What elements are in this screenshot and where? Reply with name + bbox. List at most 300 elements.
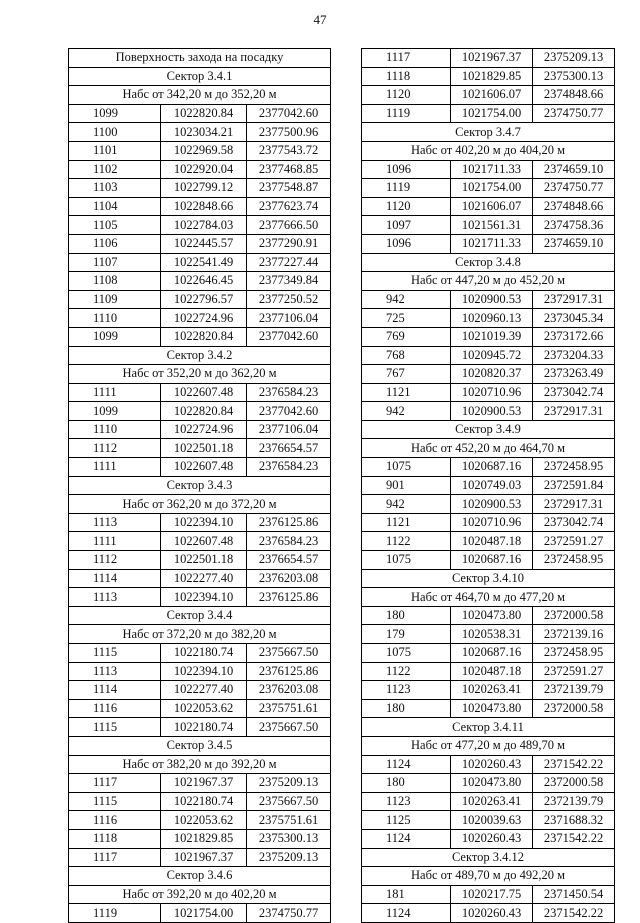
table-row xyxy=(69,681,331,700)
y-coordinate-cell: 2375667.50 xyxy=(247,792,331,811)
y-coordinate-cell: 2373204.33 xyxy=(533,346,615,365)
point-id-cell: 1121 xyxy=(362,383,451,402)
point-id-cell: 1112 xyxy=(69,551,161,570)
table-row xyxy=(69,290,331,309)
sector-range-row xyxy=(362,867,615,886)
y-coordinate-cell: 2373042.74 xyxy=(533,513,615,532)
point-id-cell: 1125 xyxy=(362,811,451,830)
y-coordinate-cell: 2376203.08 xyxy=(247,681,331,700)
table-row xyxy=(69,141,331,160)
y-coordinate-cell: 2372591.84 xyxy=(533,476,615,495)
y-coordinate-cell: 2372458.95 xyxy=(533,644,615,663)
y-coordinate-cell: 2376584.23 xyxy=(247,383,331,402)
y-coordinate-cell: 2375209.13 xyxy=(247,848,331,867)
y-coordinate-cell: 2377468.85 xyxy=(247,160,331,179)
x-coordinate-cell: 1022820.84 xyxy=(161,402,247,421)
y-coordinate-cell: 2372917.31 xyxy=(533,290,615,309)
table-row xyxy=(362,49,615,68)
y-coordinate-cell: 2375667.50 xyxy=(247,718,331,737)
x-coordinate-cell: 1022277.40 xyxy=(161,681,247,700)
table-row xyxy=(69,216,331,235)
point-id-cell: 1118 xyxy=(362,67,451,86)
sector-name: Сектор 3.4.12 xyxy=(362,848,615,867)
y-coordinate-cell: 2376125.86 xyxy=(247,513,331,532)
y-coordinate-cell: 2375751.61 xyxy=(247,811,331,830)
table-row xyxy=(69,234,331,253)
point-id-cell: 1111 xyxy=(69,383,161,402)
y-coordinate-cell: 2377543.72 xyxy=(247,141,331,160)
point-id-cell: 181 xyxy=(362,885,451,904)
x-coordinate-cell: 1022394.10 xyxy=(161,588,247,607)
sector-range: Набс от 382,20 м до 392,20 м xyxy=(69,755,331,774)
sector-name-row xyxy=(362,253,615,272)
x-coordinate-cell: 1021967.37 xyxy=(161,848,247,867)
sector-name-row xyxy=(69,476,331,495)
table-row xyxy=(362,346,615,365)
x-coordinate-cell: 1020473.80 xyxy=(451,774,533,793)
y-coordinate-cell: 2377500.96 xyxy=(247,123,331,142)
point-id-cell: 1113 xyxy=(69,588,161,607)
x-coordinate-cell: 1022848.66 xyxy=(161,197,247,216)
y-coordinate-cell: 2372000.58 xyxy=(533,606,615,625)
x-coordinate-cell: 1022180.74 xyxy=(161,792,247,811)
table-row xyxy=(69,774,331,793)
table-row xyxy=(69,904,331,923)
x-coordinate-cell: 1021754.00 xyxy=(451,104,533,123)
y-coordinate-cell: 2372000.58 xyxy=(533,774,615,793)
point-id-cell: 1096 xyxy=(362,234,451,253)
point-id-cell: 1111 xyxy=(69,458,161,477)
table-row xyxy=(362,885,615,904)
sector-range-row xyxy=(362,272,615,291)
x-coordinate-cell: 1021561.31 xyxy=(451,216,533,235)
point-id-cell: 768 xyxy=(362,346,451,365)
point-id-cell: 1124 xyxy=(362,829,451,848)
table-title: Поверхность захода на посадку xyxy=(69,49,331,68)
x-coordinate-cell: 1020260.43 xyxy=(451,829,533,848)
x-coordinate-cell: 1021967.37 xyxy=(451,49,533,68)
table-row xyxy=(69,699,331,718)
y-coordinate-cell: 2377227.44 xyxy=(247,253,331,272)
table-row xyxy=(362,606,615,625)
point-id-cell: 942 xyxy=(362,402,451,421)
x-coordinate-cell: 1021711.33 xyxy=(451,234,533,253)
x-coordinate-cell: 1020820.37 xyxy=(451,365,533,384)
table-row xyxy=(362,216,615,235)
y-coordinate-cell: 2374750.77 xyxy=(533,104,615,123)
sector-name: Сектор 3.4.6 xyxy=(69,867,331,886)
y-coordinate-cell: 2374659.10 xyxy=(533,234,615,253)
x-coordinate-cell: 1020217.75 xyxy=(451,885,533,904)
sector-range: Набс от 392,20 м до 402,20 м xyxy=(69,885,331,904)
table-row xyxy=(362,234,615,253)
table-row xyxy=(362,625,615,644)
point-id-cell: 1099 xyxy=(69,402,161,421)
table-row xyxy=(69,718,331,737)
right-coordinates-table xyxy=(361,48,615,923)
y-coordinate-cell: 2376125.86 xyxy=(247,588,331,607)
table-row xyxy=(362,774,615,793)
table-row xyxy=(69,420,331,439)
sector-name-row xyxy=(69,867,331,886)
table-row xyxy=(362,644,615,663)
sector-range-row xyxy=(69,365,331,384)
point-id-cell: 1122 xyxy=(362,662,451,681)
y-coordinate-cell: 2374758.36 xyxy=(533,216,615,235)
point-id-cell: 942 xyxy=(362,290,451,309)
y-coordinate-cell: 2377623.74 xyxy=(247,197,331,216)
sector-name: Сектор 3.4.10 xyxy=(362,569,615,588)
y-coordinate-cell: 2371542.22 xyxy=(533,755,615,774)
table-row xyxy=(362,551,615,570)
sector-name-row xyxy=(69,606,331,625)
x-coordinate-cell: 1021829.85 xyxy=(161,829,247,848)
x-coordinate-cell: 1022053.62 xyxy=(161,811,247,830)
x-coordinate-cell: 1020900.53 xyxy=(451,290,533,309)
y-coordinate-cell: 2375209.13 xyxy=(533,49,615,68)
x-coordinate-cell: 1021606.07 xyxy=(451,86,533,105)
point-id-cell: 1099 xyxy=(69,327,161,346)
table-row xyxy=(69,104,331,123)
y-coordinate-cell: 2376125.86 xyxy=(247,662,331,681)
point-id-cell: 1075 xyxy=(362,644,451,663)
y-coordinate-cell: 2372000.58 xyxy=(533,699,615,718)
x-coordinate-cell: 1022724.96 xyxy=(161,420,247,439)
point-id-cell: 1117 xyxy=(69,774,161,793)
x-coordinate-cell: 1022053.62 xyxy=(161,699,247,718)
x-coordinate-cell: 1021829.85 xyxy=(451,67,533,86)
sector-name-row xyxy=(69,346,331,365)
sector-range-row xyxy=(362,141,615,160)
point-id-cell: 1116 xyxy=(69,811,161,830)
table-row xyxy=(69,569,331,588)
y-coordinate-cell: 2372917.31 xyxy=(533,402,615,421)
x-coordinate-cell: 1022277.40 xyxy=(161,569,247,588)
x-coordinate-cell: 1021606.07 xyxy=(451,197,533,216)
point-id-cell: 1108 xyxy=(69,272,161,291)
point-id-cell: 1115 xyxy=(69,718,161,737)
point-id-cell: 1110 xyxy=(69,309,161,328)
sector-name: Сектор 3.4.7 xyxy=(362,123,615,142)
point-id-cell: 1120 xyxy=(362,197,451,216)
x-coordinate-cell: 1022180.74 xyxy=(161,644,247,663)
point-id-cell: 1117 xyxy=(362,49,451,68)
x-coordinate-cell: 1021967.37 xyxy=(161,774,247,793)
y-coordinate-cell: 2377042.60 xyxy=(247,327,331,346)
point-id-cell: 1123 xyxy=(362,792,451,811)
x-coordinate-cell: 1022394.10 xyxy=(161,513,247,532)
table-row xyxy=(362,179,615,198)
y-coordinate-cell: 2374750.77 xyxy=(533,179,615,198)
table-row xyxy=(362,662,615,681)
x-coordinate-cell: 1020710.96 xyxy=(451,513,533,532)
y-coordinate-cell: 2375751.61 xyxy=(247,699,331,718)
y-coordinate-cell: 2377290.91 xyxy=(247,234,331,253)
table-row xyxy=(362,699,615,718)
x-coordinate-cell: 1022607.48 xyxy=(161,532,247,551)
point-id-cell: 1114 xyxy=(69,569,161,588)
table-row xyxy=(69,179,331,198)
x-coordinate-cell: 1020473.80 xyxy=(451,606,533,625)
sector-name: Сектор 3.4.8 xyxy=(362,253,615,272)
point-id-cell: 1100 xyxy=(69,123,161,142)
x-coordinate-cell: 1022180.74 xyxy=(161,718,247,737)
point-id-cell: 1109 xyxy=(69,290,161,309)
x-coordinate-cell: 1020900.53 xyxy=(451,495,533,514)
x-coordinate-cell: 1021754.00 xyxy=(161,904,247,923)
page-number: 47 xyxy=(313,12,327,27)
y-coordinate-cell: 2372139.79 xyxy=(533,681,615,700)
sector-range-row xyxy=(362,439,615,458)
sector-name-row xyxy=(362,848,615,867)
point-id-cell: 1122 xyxy=(362,532,451,551)
sector-range: Набс от 372,20 м до 382,20 м xyxy=(69,625,331,644)
point-id-cell: 1104 xyxy=(69,197,161,216)
point-id-cell: 1123 xyxy=(362,681,451,700)
x-coordinate-cell: 1020263.41 xyxy=(451,792,533,811)
point-id-cell: 725 xyxy=(362,309,451,328)
sector-name-row xyxy=(69,736,331,755)
point-id-cell: 942 xyxy=(362,495,451,514)
table-row xyxy=(69,402,331,421)
table-row xyxy=(69,662,331,681)
table-row xyxy=(362,160,615,179)
y-coordinate-cell: 2373045.34 xyxy=(533,309,615,328)
x-coordinate-cell: 1022607.48 xyxy=(161,458,247,477)
table-row xyxy=(362,458,615,477)
table-row xyxy=(69,792,331,811)
sector-range-row xyxy=(362,736,615,755)
y-coordinate-cell: 2371688.32 xyxy=(533,811,615,830)
table-row xyxy=(69,197,331,216)
sector-range: Набс от 452,20 м до 464,70 м xyxy=(362,439,615,458)
table-title-row xyxy=(69,49,331,68)
y-coordinate-cell: 2373042.74 xyxy=(533,383,615,402)
point-id-cell: 1097 xyxy=(362,216,451,235)
point-id-cell: 1105 xyxy=(69,216,161,235)
sector-range: Набс от 447,20 м до 452,20 м xyxy=(362,272,615,291)
sector-name: Сектор 3.4.3 xyxy=(69,476,331,495)
table-row xyxy=(362,811,615,830)
sector-range: Набс от 352,20 м до 362,20 м xyxy=(69,365,331,384)
point-id-cell: 1110 xyxy=(69,420,161,439)
point-id-cell: 1124 xyxy=(362,904,451,923)
x-coordinate-cell: 1020487.18 xyxy=(451,532,533,551)
y-coordinate-cell: 2374848.66 xyxy=(533,197,615,216)
table-row xyxy=(69,383,331,402)
y-coordinate-cell: 2372917.31 xyxy=(533,495,615,514)
sector-name: Сектор 3.4.9 xyxy=(362,420,615,439)
sector-name: Сектор 3.4.4 xyxy=(69,606,331,625)
point-id-cell: 1102 xyxy=(69,160,161,179)
point-id-cell: 1075 xyxy=(362,458,451,477)
sector-name: Сектор 3.4.11 xyxy=(362,718,615,737)
y-coordinate-cell: 2377548.87 xyxy=(247,179,331,198)
table-row xyxy=(362,104,615,123)
y-coordinate-cell: 2375300.13 xyxy=(247,829,331,848)
x-coordinate-cell: 1022799.12 xyxy=(161,179,247,198)
table-row xyxy=(69,272,331,291)
sector-range-row xyxy=(69,755,331,774)
table-row xyxy=(362,327,615,346)
x-coordinate-cell: 1020039.63 xyxy=(451,811,533,830)
sector-name-row xyxy=(362,123,615,142)
point-id-cell: 1075 xyxy=(362,551,451,570)
y-coordinate-cell: 2374750.77 xyxy=(247,904,331,923)
point-id-cell: 180 xyxy=(362,606,451,625)
table-row xyxy=(362,402,615,421)
sector-range-row xyxy=(69,625,331,644)
point-id-cell: 1118 xyxy=(69,829,161,848)
x-coordinate-cell: 1020960.13 xyxy=(451,309,533,328)
table-row xyxy=(69,327,331,346)
point-id-cell: 180 xyxy=(362,699,451,718)
x-coordinate-cell: 1022820.84 xyxy=(161,327,247,346)
point-id-cell: 1116 xyxy=(69,699,161,718)
x-coordinate-cell: 1020710.96 xyxy=(451,383,533,402)
x-coordinate-cell: 1020945.72 xyxy=(451,346,533,365)
sector-range: Набс от 402,20 м до 404,20 м xyxy=(362,141,615,160)
point-id-cell: 1121 xyxy=(362,513,451,532)
y-coordinate-cell: 2372139.16 xyxy=(533,625,615,644)
table-row xyxy=(69,551,331,570)
sector-name: Сектор 3.4.2 xyxy=(69,346,331,365)
point-id-cell: 1114 xyxy=(69,681,161,700)
x-coordinate-cell: 1020260.43 xyxy=(451,755,533,774)
y-coordinate-cell: 2373263.49 xyxy=(533,365,615,384)
sector-range: Набс от 477,20 м до 489,70 м xyxy=(362,736,615,755)
x-coordinate-cell: 1022969.58 xyxy=(161,141,247,160)
y-coordinate-cell: 2377042.60 xyxy=(247,402,331,421)
sector-range: Набс от 464,70 м до 477,20 м xyxy=(362,588,615,607)
x-coordinate-cell: 1022541.49 xyxy=(161,253,247,272)
point-id-cell: 1119 xyxy=(362,179,451,198)
x-coordinate-cell: 1020687.16 xyxy=(451,551,533,570)
sector-range: Набс от 342,20 м до 352,20 м xyxy=(69,86,331,105)
point-id-cell: 1103 xyxy=(69,179,161,198)
sector-range: Набс от 362,20 м до 372,20 м xyxy=(69,495,331,514)
y-coordinate-cell: 2376203.08 xyxy=(247,569,331,588)
point-id-cell: 1113 xyxy=(69,662,161,681)
sector-name: Сектор 3.4.5 xyxy=(69,736,331,755)
y-coordinate-cell: 2377042.60 xyxy=(247,104,331,123)
table-row xyxy=(362,309,615,328)
x-coordinate-cell: 1022920.04 xyxy=(161,160,247,179)
table-row xyxy=(69,829,331,848)
x-coordinate-cell: 1022501.18 xyxy=(161,551,247,570)
sector-name-row xyxy=(362,420,615,439)
point-id-cell: 1119 xyxy=(69,904,161,923)
x-coordinate-cell: 1020687.16 xyxy=(451,458,533,477)
point-id-cell: 1113 xyxy=(69,513,161,532)
y-coordinate-cell: 2377106.04 xyxy=(247,420,331,439)
x-coordinate-cell: 1023034.21 xyxy=(161,123,247,142)
sector-range-row xyxy=(69,86,331,105)
table-row xyxy=(362,532,615,551)
table-row xyxy=(362,290,615,309)
x-coordinate-cell: 1020263.41 xyxy=(451,681,533,700)
x-coordinate-cell: 1020538.31 xyxy=(451,625,533,644)
table-row xyxy=(362,495,615,514)
point-id-cell: 767 xyxy=(362,365,451,384)
x-coordinate-cell: 1020260.43 xyxy=(451,904,533,923)
point-id-cell: 1101 xyxy=(69,141,161,160)
sector-range: Набс от 489,70 м до 492,20 м xyxy=(362,867,615,886)
table-row xyxy=(362,513,615,532)
x-coordinate-cell: 1022501.18 xyxy=(161,439,247,458)
table-row xyxy=(362,681,615,700)
point-id-cell: 1096 xyxy=(362,160,451,179)
left-coordinates-table xyxy=(68,48,331,923)
table-row xyxy=(69,644,331,663)
x-coordinate-cell: 1022784.03 xyxy=(161,216,247,235)
y-coordinate-cell: 2372458.95 xyxy=(533,551,615,570)
point-id-cell: 1112 xyxy=(69,439,161,458)
y-coordinate-cell: 2371542.22 xyxy=(533,829,615,848)
point-id-cell: 1107 xyxy=(69,253,161,272)
x-coordinate-cell: 1022445.57 xyxy=(161,234,247,253)
table-row xyxy=(362,86,615,105)
table-row xyxy=(69,513,331,532)
y-coordinate-cell: 2377250.52 xyxy=(247,290,331,309)
point-id-cell: 1119 xyxy=(362,104,451,123)
table-row xyxy=(69,160,331,179)
table-row xyxy=(362,476,615,495)
table-row xyxy=(362,904,615,923)
x-coordinate-cell: 1020900.53 xyxy=(451,402,533,421)
x-coordinate-cell: 1022724.96 xyxy=(161,309,247,328)
y-coordinate-cell: 2373172.66 xyxy=(533,327,615,346)
point-id-cell: 769 xyxy=(362,327,451,346)
point-id-cell: 1120 xyxy=(362,86,451,105)
point-id-cell: 901 xyxy=(362,476,451,495)
y-coordinate-cell: 2377106.04 xyxy=(247,309,331,328)
y-coordinate-cell: 2377349.84 xyxy=(247,272,331,291)
x-coordinate-cell: 1022607.48 xyxy=(161,383,247,402)
x-coordinate-cell: 1020487.18 xyxy=(451,662,533,681)
y-coordinate-cell: 2374848.66 xyxy=(533,86,615,105)
sector-range-row xyxy=(69,885,331,904)
table-row xyxy=(69,588,331,607)
point-id-cell: 179 xyxy=(362,625,451,644)
table-row xyxy=(69,123,331,142)
point-id-cell: 1111 xyxy=(69,532,161,551)
table-row xyxy=(362,67,615,86)
table-row xyxy=(362,792,615,811)
y-coordinate-cell: 2375209.13 xyxy=(247,774,331,793)
y-coordinate-cell: 2376654.57 xyxy=(247,551,331,570)
table-row xyxy=(69,439,331,458)
sector-range-row xyxy=(362,588,615,607)
y-coordinate-cell: 2376584.23 xyxy=(247,458,331,477)
x-coordinate-cell: 1021019.39 xyxy=(451,327,533,346)
table-row xyxy=(69,532,331,551)
y-coordinate-cell: 2377666.50 xyxy=(247,216,331,235)
x-coordinate-cell: 1021711.33 xyxy=(451,160,533,179)
table-row xyxy=(362,829,615,848)
y-coordinate-cell: 2371450.54 xyxy=(533,885,615,904)
table-row xyxy=(69,458,331,477)
sector-range-row xyxy=(69,495,331,514)
sector-name-row xyxy=(362,569,615,588)
point-id-cell: 180 xyxy=(362,774,451,793)
y-coordinate-cell: 2372458.95 xyxy=(533,458,615,477)
x-coordinate-cell: 1021754.00 xyxy=(451,179,533,198)
y-coordinate-cell: 2375667.50 xyxy=(247,644,331,663)
table-row xyxy=(362,383,615,402)
point-id-cell: 1124 xyxy=(362,755,451,774)
x-coordinate-cell: 1022394.10 xyxy=(161,662,247,681)
